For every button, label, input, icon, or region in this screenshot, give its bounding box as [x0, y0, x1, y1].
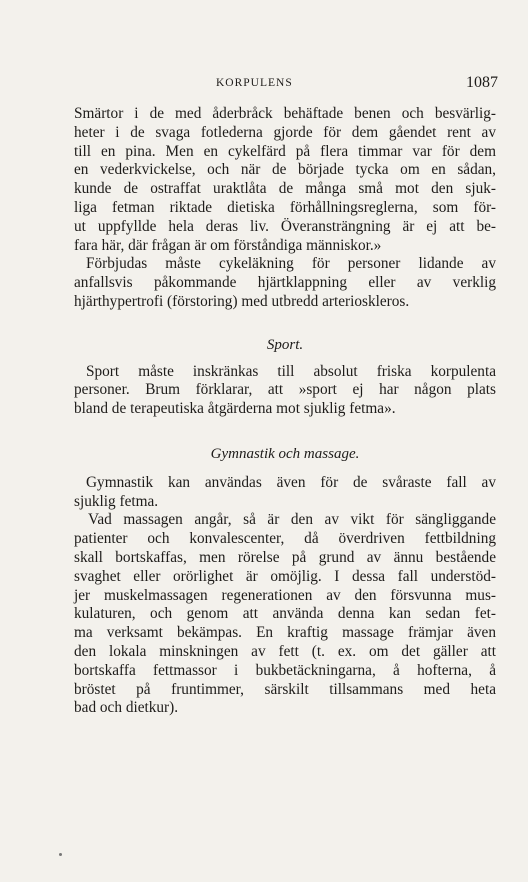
body-text [74, 105, 496, 718]
print-speck [59, 853, 62, 856]
spacer [74, 312, 496, 336]
text-line: Förbjudas måste cykeläkning för personer lidande av [86, 255, 496, 273]
text-line: Sport måste inskränkas till absolut friska korpulenta [86, 362, 496, 380]
paragraph-massage [74, 511, 496, 718]
text-line: Vad massagen angår, så är den av vikt för sängliggande [88, 511, 496, 529]
text-line: liga fetman riktade dietiska förhållningsreglerna, som för- [74, 198, 496, 216]
text-line: skall bortskaffas, men rörelse på grund av ännu bestående [74, 548, 496, 566]
spacer [74, 464, 496, 474]
text-line: bad och dietkur). [74, 699, 179, 717]
paragraph-gymnastics [74, 474, 496, 512]
text-line: hjärthypertrofi (förstoring) med utbredd arterioskleros. [74, 292, 410, 310]
spacer [74, 419, 496, 445]
text-line: Gymnastik kan användas även för de svåraste fall av [86, 473, 496, 491]
section-heading-gymnastics: Gymnastik och massage. [210, 445, 360, 462]
text-line: fara här, där frågan är om förståndiga människor.» [74, 236, 382, 254]
spacer [74, 355, 496, 363]
paragraph-contraindications [74, 255, 496, 311]
text-line: Smärtor i de med åderbråck behäftade benen och besvärlig- [74, 105, 496, 122]
running-title: KORPULENS [216, 77, 293, 89]
text-line: den lokala minskningen av fett (t. ex. om det gäller att [74, 642, 496, 660]
text-line: ma verksamt bekämpas. En kraftig massage främjar även [74, 624, 496, 642]
text-line: kulaturen, och genom att använda denna kan sedan fet- [74, 605, 496, 623]
running-head [0, 74, 528, 98]
text-line: sjuklig fetma. [74, 492, 159, 510]
text-line: bortskaffa fettmassor i bukbetäckningarna, å hofterna, å [74, 661, 496, 679]
text-line: jer muskelmassagen regenerationen av den försvunna mus- [74, 586, 496, 604]
text-line: till en pina. Men en cykelfärd på flera timmar var för dem [74, 142, 496, 160]
text-line: heter i de svaga fotlederna gjorde för dem gåendet rent av [74, 123, 496, 141]
page-number: 1087 [466, 74, 498, 91]
text-line: kunde de ostraffat uraktlåta de många små mot den sjuk- [74, 180, 496, 198]
text-line: svaghet eller orörlighet är omöjlig. I dessa fall understöd- [74, 567, 496, 585]
text-line: patienter och konvalescenter, då överdriven fettbildning [74, 530, 496, 548]
text-line: bland de terapeutiska åtgärderna mot sjuklig fetma». [74, 400, 396, 418]
text-line: anfallsvis påkommande hjärtklappning eller av verklig [74, 274, 496, 292]
text-line: en vederkvickelse, och när de började tycka om en sådan, [74, 161, 496, 179]
text-line: bröstet på fruntimmer, särskilt tillsammans med heta [74, 680, 496, 698]
text-line: personer. Brum förklarar, att »sport ej har någon plats [74, 381, 496, 399]
section-heading-sport: Sport. [266, 336, 304, 353]
text-line: ut uppfyllde hela deras liv. Överansträngning är ej att be- [74, 217, 496, 235]
paragraph-sport [74, 363, 496, 419]
paragraph-cycling [74, 105, 496, 255]
